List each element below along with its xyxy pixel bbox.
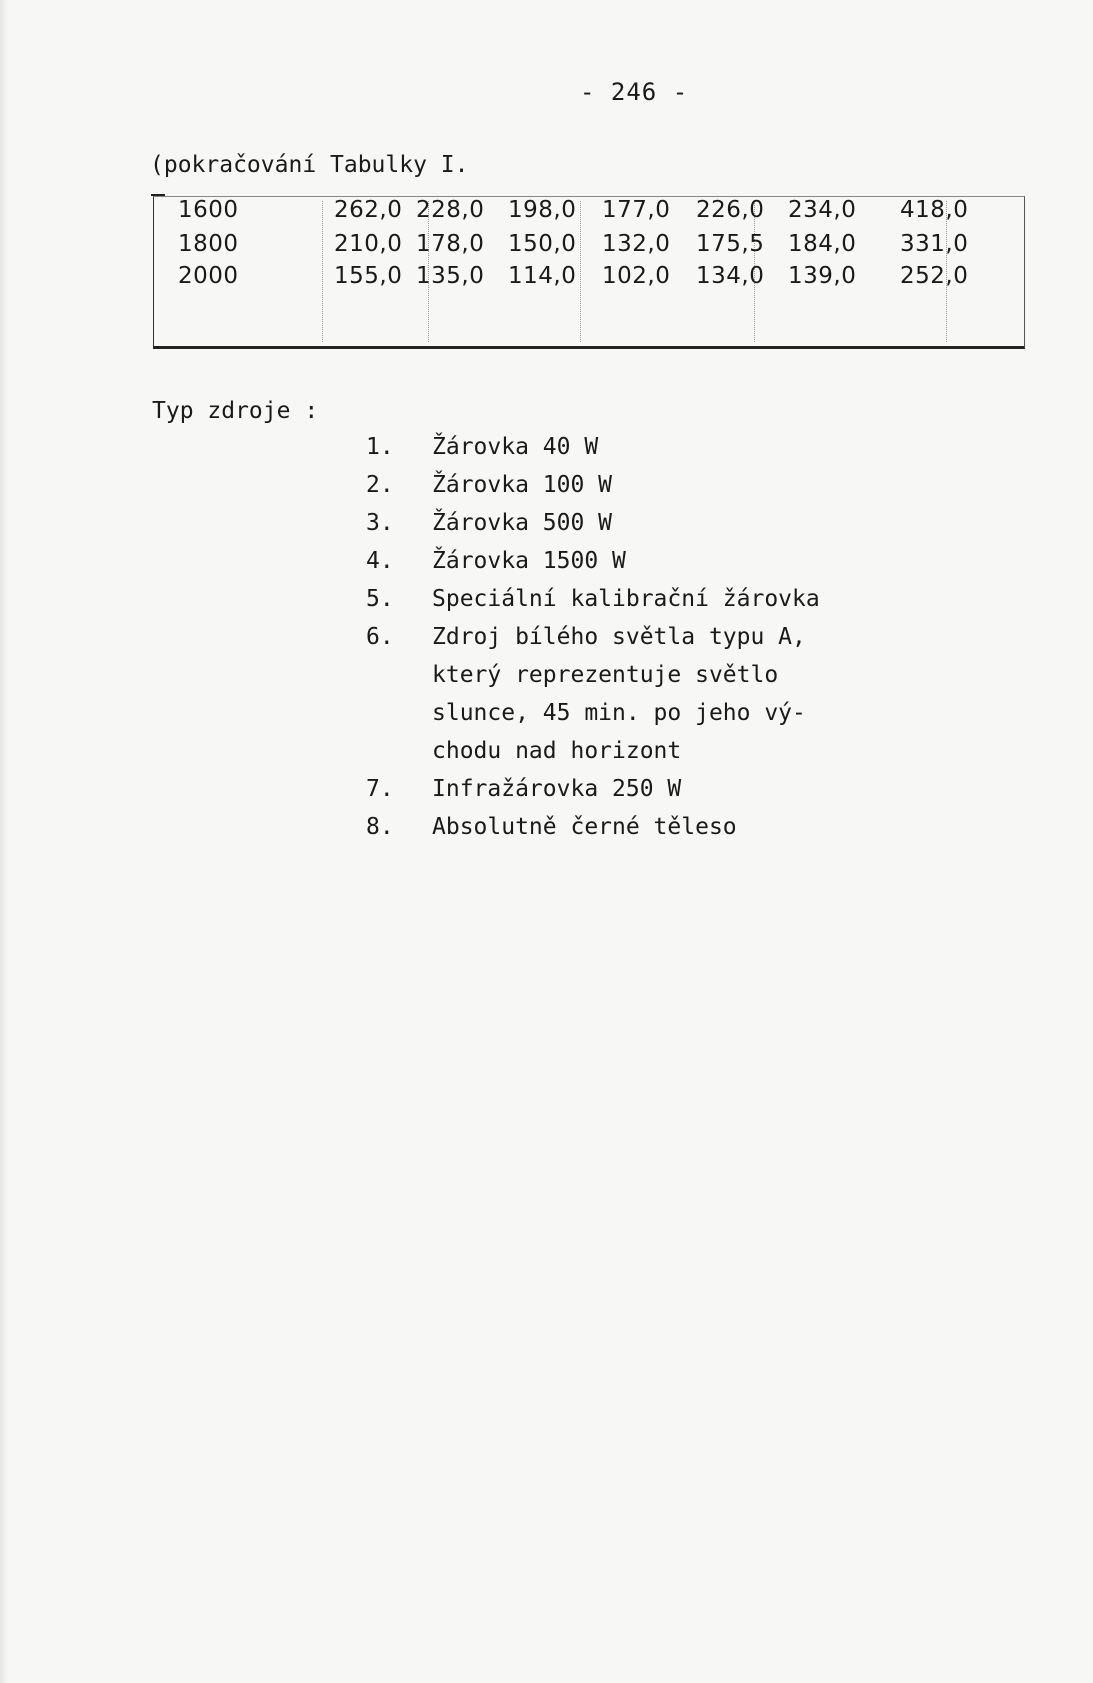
table-cell: 210,0 — [334, 231, 403, 257]
table-cell: 114,0 — [508, 263, 577, 289]
table-cell: 331,0 — [900, 231, 969, 257]
table-cell: 155,0 — [334, 263, 403, 289]
list-item-text: Žárovka 100 W — [432, 472, 613, 498]
table-cell: 135,0 — [416, 263, 485, 289]
list-item — [366, 770, 820, 808]
table-cell: 262,0 — [334, 197, 403, 223]
list-item-text: Infražárovka 250 W — [432, 776, 682, 802]
list-item-number: 1. — [366, 434, 394, 460]
table-cell: 177,0 — [602, 197, 671, 223]
table-cell: 175,5 — [696, 231, 765, 257]
list-item-text: Speciální kalibrační žárovka — [432, 586, 820, 612]
table-cell: 184,0 — [788, 231, 857, 257]
table-row-label: 1800 — [178, 231, 239, 257]
table-cell: 102,0 — [602, 263, 671, 289]
list-item-number: 8. — [366, 814, 394, 840]
table-cell: 418,0 — [900, 197, 969, 223]
table-cell: 198,0 — [508, 197, 577, 223]
table-row-label: 2000 — [178, 263, 239, 289]
list-item — [366, 504, 820, 542]
table-cell: 132,0 — [602, 231, 671, 257]
list-item — [366, 466, 820, 504]
list-item-number: 5. — [366, 586, 394, 612]
column-divider — [322, 201, 323, 342]
table-corner-mark — [151, 194, 165, 200]
sources-list — [366, 428, 820, 846]
list-item-number: 6. — [366, 624, 394, 650]
list-item — [366, 542, 820, 580]
list-item-text: Žárovka 500 W — [432, 510, 613, 536]
list-item-text: Absolutně černé těleso — [432, 814, 737, 840]
list-item-number: 7. — [366, 776, 394, 802]
column-divider — [580, 201, 581, 342]
list-item-number: 2. — [366, 472, 394, 498]
table-cell: 226,0 — [696, 197, 765, 223]
table-cell: 252,0 — [900, 263, 969, 289]
list-item-number: 3. — [366, 510, 394, 536]
list-item-text: Žárovka 1500 W — [432, 548, 626, 574]
table-cell: 139,0 — [788, 263, 857, 289]
table-cell: 150,0 — [508, 231, 577, 257]
list-item — [366, 618, 820, 770]
list-item — [366, 808, 820, 846]
table-caption: (pokračování Tabulky I. — [150, 152, 469, 178]
page-number: - 246 - — [580, 78, 689, 106]
table-cell: 134,0 — [696, 263, 765, 289]
page-edge — [0, 0, 8, 1683]
list-item-number: 4. — [366, 548, 394, 574]
table-cell: 228,0 — [416, 197, 485, 223]
table-row-label: 1600 — [178, 197, 239, 223]
table-cell: 178,0 — [416, 231, 485, 257]
list-item — [366, 428, 820, 466]
data-table — [153, 196, 1025, 349]
list-item-text: Zdroj bílého světla typu A, který reprezentuje světlo slunce, 45 min. po jeho vý- chodu nad horizont — [432, 624, 806, 764]
list-item-text: Žárovka 40 W — [432, 434, 599, 460]
list-item — [366, 580, 820, 618]
table-cell: 234,0 — [788, 197, 857, 223]
sources-label: Typ zdroje : — [152, 398, 319, 424]
